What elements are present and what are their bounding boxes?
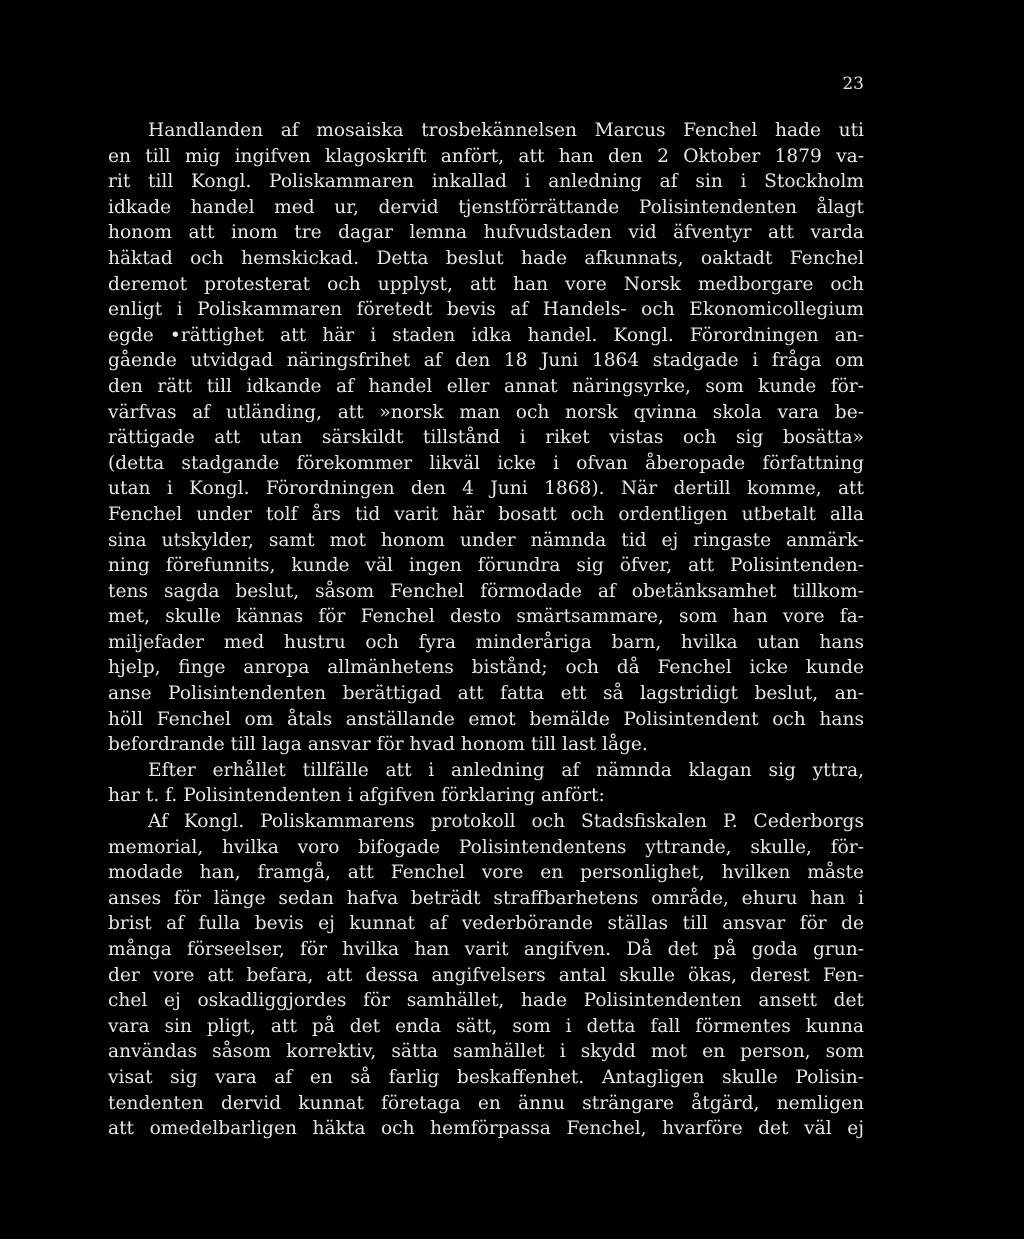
text-line: värfvas af utländing, att »norsk man och norsk qvinna skola vara be- <box>108 401 864 423</box>
text-line: met, skulle kännas för Fenchel desto smärtsammare, som han vore fa- <box>108 606 864 628</box>
text-line: många förseelser, för hvilka han varit angifven. Då det på goda grun- <box>108 939 864 960</box>
text-line: deremot protesterat och upplyst, att han vore Norsk medborgare och <box>108 273 864 295</box>
text-line: Handlanden af mosaiska trosbekännelsen Marcus Fenchel hade uti <box>148 120 864 141</box>
text-line: utan i Kongl. Förordningen den 4 Juni 1868). När dertill komme, att <box>108 478 864 500</box>
text-line: Fenchel under tolf års tid varit här bosatt och ordentligen utbetalt alla <box>108 503 864 525</box>
text-line: brist af fulla bevis ej kunnat af vederbörande ställas till ansvar för de <box>108 913 864 935</box>
text-line: en till mig ingifven klagoskrift anfört, att han den 2 Oktober 1879 va- <box>108 145 864 167</box>
text-line: rit till Kongl. Poliskammaren inkallad i anledning af sin i Stockholm <box>108 171 864 193</box>
text-line: der vore att befara, att dessa angifvelsers antal skulle ökas, derest Fen- <box>108 964 864 986</box>
text-line: honom att inom tre dagar lemna hufvudstaden vid äfventyr att varda <box>108 222 864 244</box>
text-line: tendenten dervid kunnat företaga en ännu strängare åtgärd, nemligen <box>108 1092 864 1114</box>
text-line: höll Fenchel om åtals anställande emot bemälde Polisintendent och hans <box>108 708 864 730</box>
page-number: 23 <box>842 74 864 94</box>
text-line: sina utskylder, samt mot honom under nämnda tid ej ringaste anmärk- <box>108 529 864 551</box>
text-line: visat sig vara af en så farlig beskaffenhet. Antagligen skulle Polisin- <box>108 1066 864 1088</box>
text-line: anse Polisintendenten berättigad att fatta ett så lagstridigt beslut, an- <box>108 683 864 705</box>
text-line: memorial, hvilka voro bifogade Polisintendentens yttrande, skulle, för- <box>108 836 864 858</box>
text-line: vara sin pligt, att på det enda sätt, som i detta fall förmentes kunna <box>108 1015 864 1037</box>
body-text <box>108 118 864 1142</box>
text-line: tens sagda beslut, såsom Fenchel förmodade af obetänksamhet tillkom- <box>108 580 864 602</box>
text-line: användas såsom korrektiv, sätta samhället i skydd mot en person, som <box>108 1041 864 1063</box>
text-line: att omedelbarligen häkta och hemförpassa Fenchel, hvarföre det väl ej <box>108 1118 864 1140</box>
text-line: gående utvidgad näringsfrihet af den 18 Juni 1864 stadgade i fråga om <box>108 350 864 372</box>
text-line: hjelp, finge anropa allmänhetens bistånd; och då Fenchel icke kunde <box>108 657 864 679</box>
text-line: idkade handel med ur, dervid tjenstförrättande Polisintendenten ålagt <box>108 196 864 218</box>
text-line: häktad och hemskickad. Detta beslut hade afkunnats, oaktadt Fenchel <box>108 247 864 269</box>
text-line: modade han, framgå, att Fenchel vore en personlighet, hvilken måste <box>108 862 864 884</box>
text-line: chel ej oskadliggjordes för samhället, hade Polisintendenten ansett det <box>108 990 864 1012</box>
text-line: miljefader med hustru och fyra minderåriga barn, hvilka utan hans <box>108 631 864 653</box>
text-line: den rätt till idkande af handel eller annat näringsyrke, som kunde för- <box>108 375 864 397</box>
text-line: befordrande till laga ansvar för hvad honom till last låge. <box>108 734 648 756</box>
text-line: (detta stadgande förekommer likväl icke i ofvan åberopade författning <box>108 452 864 474</box>
text-line: enligt i Poliskammaren företedt bevis af Handels- och Ekonomicollegium <box>108 299 864 321</box>
text-line: rättigade att utan särskildt tillstånd i riket vistas och sig bosätta» <box>108 427 864 449</box>
text-line: ning förefunnits, kunde väl ingen förundra sig öfver, att Polisintenden- <box>108 555 864 577</box>
text-line: anses för länge sedan hafva beträdt straffbarhetens område, ehuru han i <box>108 887 864 909</box>
text-line: har t. f. Polisintendenten i afgifven förklaring anfört: <box>108 785 605 807</box>
text-line: egde •rättighet att här i staden idka handel. Kongl. Förordningen an- <box>108 324 864 346</box>
text-line: Efter erhållet tillfälle att i anledning af nämnda klagan sig yttra, <box>148 759 864 781</box>
text-line: Af Kongl. Poliskammarens protokoll och Stadsfiskalen P. Cederborgs <box>148 811 864 833</box>
